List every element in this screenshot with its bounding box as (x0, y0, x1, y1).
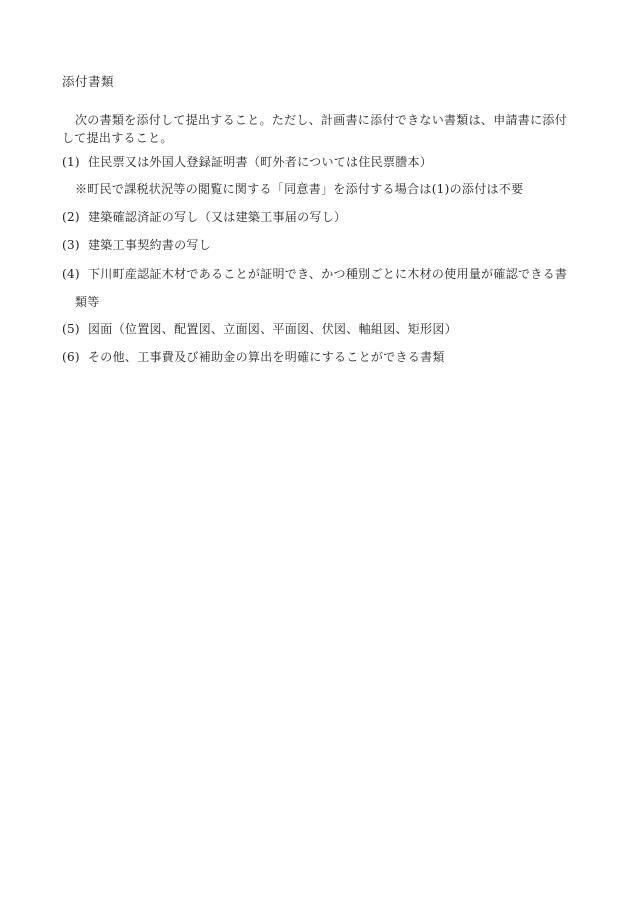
list-item-text: 下川町産認証木材であることが証明でき、かつ種別ごとに木材の使用量が確認できる書 (88, 267, 568, 281)
list-item-text: 図面（位置図、配置図、立面図、平面図、伏図、軸組図、矩形図） (88, 322, 458, 336)
list-item-text: その他、工事費及び補助金の算出を明確にすることができる書類 (88, 350, 445, 364)
list-item-number: (1) (62, 155, 80, 169)
list-item-1 (62, 153, 432, 170)
list-item-number: (3) (62, 238, 80, 252)
list-item-5 (62, 320, 457, 337)
document-heading: 添付書類 (62, 74, 115, 89)
list-item-number: (5) (62, 322, 80, 336)
list-item-4-continuation: 類等 (75, 295, 100, 309)
list-item-6 (62, 348, 445, 365)
list-item-number: (2) (62, 210, 80, 224)
intro-paragraph: 次の書類を添付して提出すること。ただし、計画書に添付できない書類は、申請書に添付して提出すること。 (62, 113, 568, 145)
list-item-text: 住民票又は外国人登録証明書（町外者については住民票謄本） (88, 155, 433, 169)
list-item-text: 建築工事契約書の写し (88, 238, 212, 252)
list-item-text: 建築確認済証の写し（又は建築工事届の写し） (88, 210, 347, 224)
list-item-number: (4) (62, 267, 80, 281)
list-item-2 (62, 208, 346, 225)
note-item-1: ※町民で課税状況等の閲覧に関する「同意書」を添付する場合は(1)の添付は不要 (75, 182, 524, 196)
list-item-3 (62, 236, 211, 253)
list-item-4 (62, 265, 567, 282)
list-item-number: (6) (62, 350, 80, 364)
